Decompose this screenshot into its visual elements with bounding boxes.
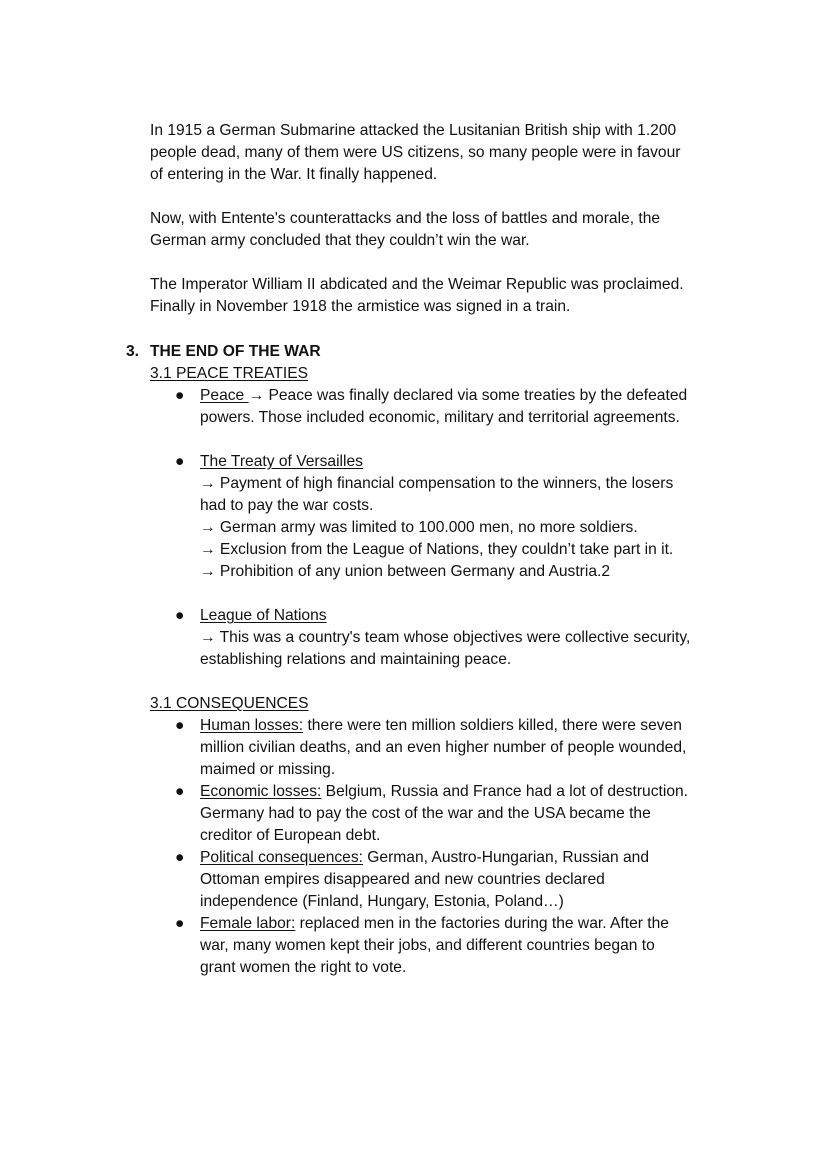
text-line: creditor of European debt. <box>200 827 381 844</box>
text-line: → This was a country's team whose objectives were collective security, <box>200 629 691 646</box>
text-line: of entering in the War. It finally happened. <box>150 166 438 183</box>
list-item-economic-losses <box>175 781 760 847</box>
text-line: Germany had to pay the cost of the war and the USA became the <box>200 805 651 822</box>
item-label: The Treaty of Versailles <box>200 453 363 470</box>
bullet-icon: ● <box>175 717 185 734</box>
item-label: Female labor: <box>200 915 296 932</box>
text-line: people dead, many of them were US citizens, so many people were in favour <box>150 144 681 161</box>
text-line: Belgium, Russia and France had a lot of destruction. <box>321 783 688 800</box>
text-line: there were ten million soldiers killed, there were seven <box>303 717 682 734</box>
text-line: → Peace was finally declared via some treaties by the defeated <box>248 387 688 404</box>
text-line: replaced men in the factories during the war. After the <box>295 915 669 932</box>
text-line: independence (Finland, Hungary, Estonia, Poland…) <box>200 893 564 910</box>
subheading-peace-treaties: 3.1 PEACE TREATIES <box>150 365 309 382</box>
item-label: Peace <box>200 387 249 404</box>
intro-paragraph-armistice <box>150 274 750 318</box>
text-line: grant women the right to vote. <box>200 959 407 976</box>
text-line: German, Austro-Hungarian, Russian and <box>362 849 650 866</box>
text-line: war, many women kept their jobs, and different countries began to <box>200 937 655 954</box>
item-label: Human losses: <box>200 717 304 734</box>
text-line: → Payment of high financial compensation to the winners, the losers <box>200 475 674 492</box>
text-line: powers. Those included economic, military and territorial agreements. <box>200 409 680 426</box>
text-line: Ottoman empires disappeared and new countries declared <box>200 871 605 888</box>
item-label: Economic losses: <box>200 783 322 800</box>
text-line: → Prohibition of any union between Germany and Austria.2 <box>200 563 611 580</box>
text-line: German army concluded that they couldn’t win the war. <box>150 232 530 249</box>
list-item-treaty-of-versailles <box>175 451 760 583</box>
subheading-consequences: 3.1 CONSEQUENCES <box>150 695 309 712</box>
list-item-peace <box>175 385 760 429</box>
bullet-icon: ● <box>175 607 185 624</box>
text-line: Finally in November 1918 the armistice was signed in a train. <box>150 298 571 315</box>
text-line: Now, with Entente's counterattacks and the loss of battles and morale, the <box>150 210 661 227</box>
bullet-icon: ● <box>175 849 185 866</box>
section-title: THE END OF THE WAR <box>150 343 321 360</box>
bullet-icon: ● <box>175 453 185 470</box>
intro-paragraph-entente <box>150 208 750 252</box>
item-label: League of Nations <box>200 607 327 624</box>
bullet-icon: ● <box>175 783 185 800</box>
bullet-icon: ● <box>175 387 185 404</box>
bullet-icon: ● <box>175 915 185 932</box>
list-item-female-labor <box>175 913 760 979</box>
text-line: establishing relations and maintaining peace. <box>200 651 512 668</box>
text-line: million civilian deaths, and an even higher number of people wounded, <box>200 739 687 756</box>
text-line: The Imperator William II abdicated and the Weimar Republic was proclaimed. <box>150 276 684 293</box>
text-line: → German army was limited to 100.000 men, no more soldiers. <box>200 519 638 536</box>
list-item-human-losses <box>175 715 760 781</box>
section-number: 3. <box>126 343 140 360</box>
text-line: In 1915 a German Submarine attacked the Lusitanian British ship with 1.200 <box>150 122 677 139</box>
item-label: Political consequences: <box>200 849 363 866</box>
list-item-league-of-nations <box>175 605 760 671</box>
intro-paragraph-lusitania <box>150 120 750 186</box>
text-line: maimed or missing. <box>200 761 336 778</box>
section-heading <box>126 341 321 363</box>
list-item-political-consequences <box>175 847 760 913</box>
text-line: → Exclusion from the League of Nations, they couldn’t take part in it. <box>200 541 674 558</box>
text-line: had to pay the war costs. <box>200 497 374 514</box>
